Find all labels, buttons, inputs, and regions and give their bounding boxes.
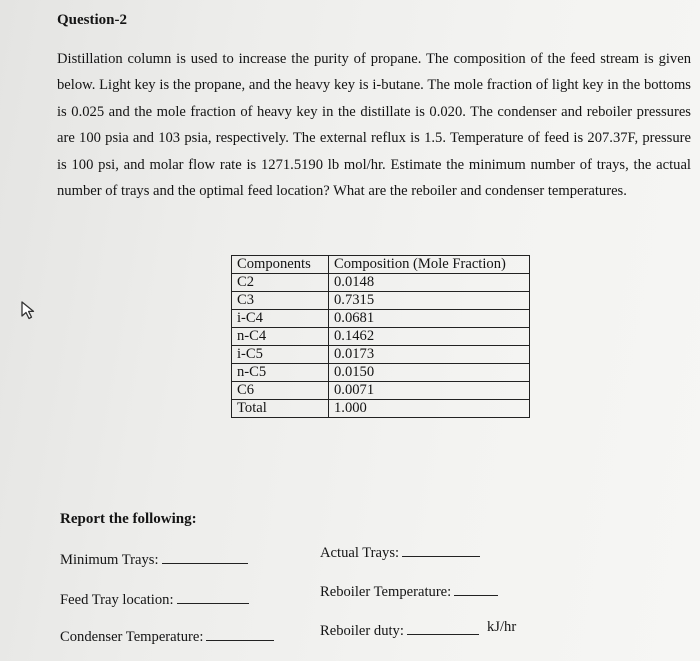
mole-fraction-cell: 0.1462 <box>329 328 530 346</box>
mole-fraction-cell: 0.0150 <box>329 364 530 382</box>
component-cell: i-C4 <box>232 310 329 328</box>
component-cell: n-C5 <box>232 364 329 382</box>
header-composition: Composition (Mole Fraction) <box>329 256 530 274</box>
reboiler-duty-field <box>320 622 479 640</box>
condenser-temperature-label: Condenser Temperature: <box>60 629 204 645</box>
question-text: Distillation column is used to increase the purity of propane. The composition of the feed stream is given below. Light key is the propane, and the heavy key is i-butane. The mole fraction of light key in the bottoms is 0.025 and the mole fraction of heavy key in the distillate is 0.020. The condenser and reboiler pressures are 100 psia and 103 psia, respectively. The external reflux is 1.5. Temperature of feed is 207.37F, pressure is 100 psi, and molar flow rate is 1271.5190 lb mol/hr. Estimate the minimum number of trays, the actual number of trays and the optimal feed location? What are the reboiler and condenser temperatures. <box>57 51 691 200</box>
reboiler-duty-unit: kJ/hr <box>487 619 517 635</box>
table-row <box>232 328 530 346</box>
table-row <box>232 274 530 292</box>
report-title: Report the following: <box>60 511 197 527</box>
actual-trays-label: Actual Trays: <box>320 545 400 561</box>
table-row <box>232 382 530 400</box>
minimum-trays-blank[interactable] <box>162 551 248 564</box>
reboiler-temperature-label: Reboiler Temperature: <box>320 584 452 600</box>
condenser-temperature-field <box>60 628 274 646</box>
mole-fraction-cell: 0.7315 <box>329 292 530 310</box>
reboiler-duty-blank[interactable] <box>407 622 479 635</box>
condenser-temperature-blank[interactable] <box>206 628 274 641</box>
feed-tray-blank[interactable] <box>177 591 249 604</box>
mole-fraction-cell: 0.0681 <box>329 310 530 328</box>
table-row <box>232 310 530 328</box>
component-cell: n-C4 <box>232 328 329 346</box>
reboiler-duty-label: Reboiler duty: <box>320 623 404 639</box>
table-row <box>232 364 530 382</box>
table-row <box>232 346 530 364</box>
table-row <box>232 292 530 310</box>
table-row <box>232 400 530 418</box>
minimum-trays-field <box>60 551 248 569</box>
actual-trays-field <box>320 544 480 562</box>
mole-fraction-cell: 0.0173 <box>329 346 530 364</box>
component-cell: C2 <box>232 274 329 292</box>
mole-fraction-cell: 1.000 <box>329 400 530 418</box>
component-cell: C3 <box>232 292 329 310</box>
minimum-trays-label: Minimum Trays: <box>60 552 159 568</box>
actual-trays-blank[interactable] <box>402 544 480 557</box>
mouse-pointer-icon <box>20 300 40 320</box>
feed-tray-field <box>60 591 249 609</box>
component-cell: i-C5 <box>232 346 329 364</box>
reboiler-temperature-blank[interactable] <box>454 583 498 596</box>
reboiler-temperature-field <box>320 583 498 601</box>
feed-tray-label: Feed Tray location: <box>60 592 174 608</box>
header-components: Components <box>232 256 329 274</box>
table-header-row <box>232 256 530 274</box>
composition-table <box>231 255 530 418</box>
mole-fraction-cell: 0.0071 <box>329 382 530 400</box>
component-cell: Total <box>232 400 329 418</box>
question-title: Question-2 <box>57 12 128 28</box>
mole-fraction-cell: 0.0148 <box>329 274 530 292</box>
component-cell: C6 <box>232 382 329 400</box>
